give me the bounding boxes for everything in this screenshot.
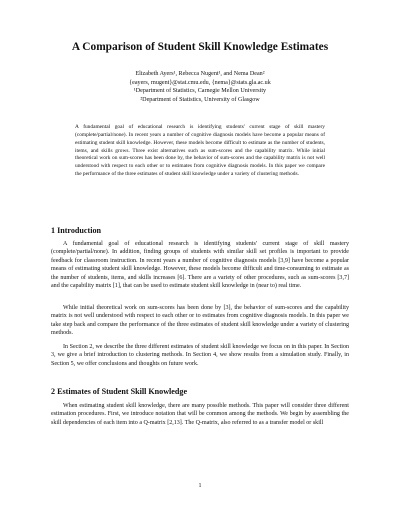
section-1-paragraph-2: While initial theoretical work on sum-scores has been done by [3], the behavior of sum-scores and the capability matrix is not well understood with respect to each other or to estimates from cognitive diagnosis models. In this paper we take step back and compare the performance of the three estimates of student skill knowledge under a variety of clustering methods.: [51, 305, 349, 337]
author-names: Elizabeth Ayers¹, Rebecca Nugent¹, and Nema Dean²: [135, 71, 265, 77]
section-2-paragraph: When estimating student skill knowledge, there are many possible methods. This paper will consider three different estimation procedures. First, we introduce notation that will be common among the methods. We begin by assembling the skill dependencies of each item into a Q-matrix [2,13]. The Q-matrix, also referred to as a transfer model or skill: [51, 403, 349, 426]
section-1-heading: 1 Introduction: [51, 226, 101, 235]
page-number: 1: [198, 483, 202, 489]
author-block: [40, 70, 360, 105]
affiliation-2: ²Department of Statistics, University of Glasgow: [140, 97, 260, 104]
section-2-heading: 2 Estimates of Student Skill Knowledge: [51, 387, 188, 396]
section-1-paragraph-3: In Section 2, we describe the three different estimates of student skill knowledge we focus on in this paper. In Section 3, we give a brief introduction to clustering methods. In Section 4, we show results from a simulation study. Finally, in Section 5, we offer conclusions and thoughts on future work.: [51, 344, 349, 367]
author-emails: {eayers, rnugent}@stat.cmu.edu, {nema}@stats.gla.ac.uk: [129, 79, 271, 86]
section-1-paragraph-1: A fundamental goal of educational research is identifying students' current stage of skill mastery (complete/partial/none). In addition, finding groups of students with similar skill set profiles is important to provide feedback for classroom instruction. In recent years a number of cognitive diagnosis models [3,9] have become a popular means of estimating student skill knowledge. However, these models become difficult and time-consuming to estimate as the number of students, items, and skills increases [6]. There are a variety of other procedures, such as sum-scores [3,7] and the capability matrix [1], that can be used to estimate student skill knowledge in (near to) real time.: [51, 241, 349, 290]
abstract: A fundamental goal of educational research is identifying students' current stage of skill mastery (complete/partial/none). In recent years a number of cognitive diagnosis models have become a popular means of estimating student skill knowledge. However, these models become difficult to estimate as the number of students, items, and skills grows. Three exist alternatives such as sum-scores and the capability matrix. While initial theoretical work on sum-scores has been done by, the behavior of sum-scores and the capability matrix is not well understood with respect to each other or to estimates from cognitive diagnosis models. In this paper we compare the performance of the three estimates of student skill knowledge under a variety of clustering methods.: [75, 124, 325, 178]
paper-title: A Comparison of Student Skill Knowledge Estimates: [71, 41, 329, 53]
affiliation-1: ¹Department of Statistics, Carnegie Mellon University: [133, 88, 267, 95]
